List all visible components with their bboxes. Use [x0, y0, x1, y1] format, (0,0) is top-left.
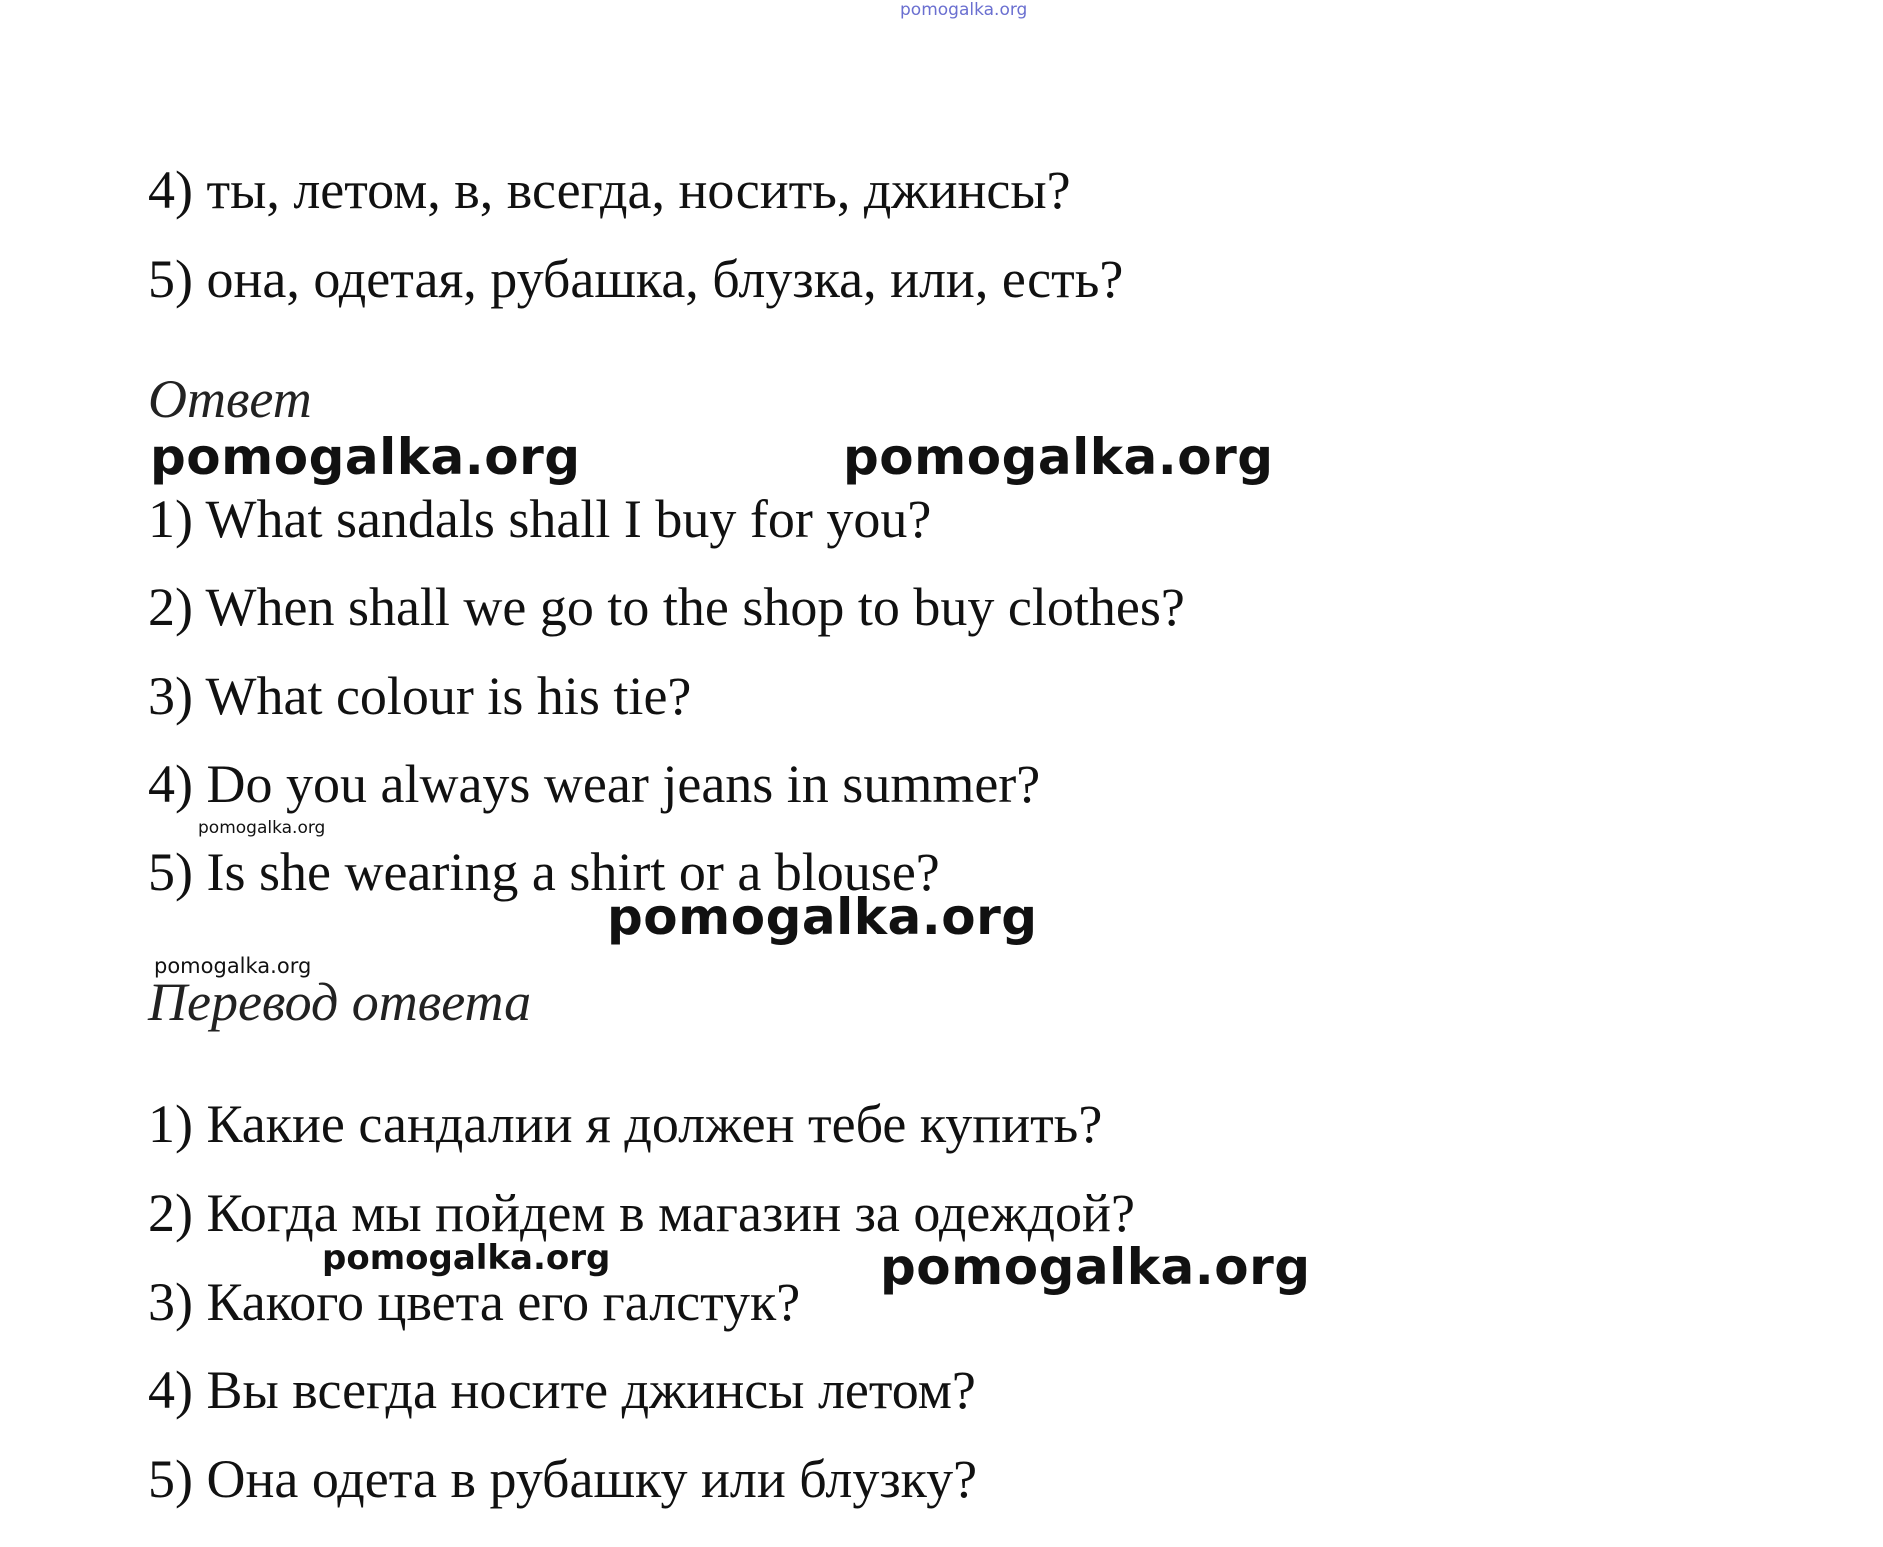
translation-item-3: 3) Какого цвета его галстук? [148, 1272, 801, 1332]
watermark-after-answers: pomogalka.org [607, 888, 1038, 946]
watermark-answer-right: pomogalka.org [843, 428, 1274, 486]
answer-item-3: 3) What colour is his tie? [148, 666, 692, 726]
question-5: 5) она, одетая, рубашка, блузка, или, есть? [148, 249, 1124, 309]
translation-heading: Перевод ответа [148, 972, 532, 1032]
watermark-before-translation: pomogalka.org [154, 954, 312, 978]
question-4: 4) ты, летом, в, всегда, носить, джинсы? [148, 160, 1071, 220]
watermark-small-mid: pomogalka.org [198, 818, 326, 838]
translation-item-5: 5) Она одета в рубашку или блузку? [148, 1449, 978, 1509]
translation-item-4: 4) Вы всегда носите джинсы летом? [148, 1360, 976, 1420]
translation-item-1: 1) Какие сандалии я должен тебе купить? [148, 1094, 1103, 1154]
watermark-translation-mid: pomogalka.org [322, 1238, 611, 1278]
translation-item-2: 2) Когда мы пойдем в магазин за одеждой? [148, 1183, 1135, 1243]
watermark-translation-right: pomogalka.org [880, 1238, 1311, 1296]
answer-item-2: 2) When shall we go to the shop to buy clothes? [148, 577, 1185, 637]
watermark-answer-left: pomogalka.org [150, 428, 581, 486]
watermark-top: pomogalka.org [900, 0, 1028, 20]
answer-item-1: 1) What sandals shall I buy for you? [148, 489, 932, 549]
answer-item-4: 4) Do you always wear jeans in summer? [148, 754, 1041, 814]
answer-item-5: 5) Is she wearing a shirt or a blouse? [148, 842, 940, 902]
answer-heading: Ответ [148, 369, 312, 429]
